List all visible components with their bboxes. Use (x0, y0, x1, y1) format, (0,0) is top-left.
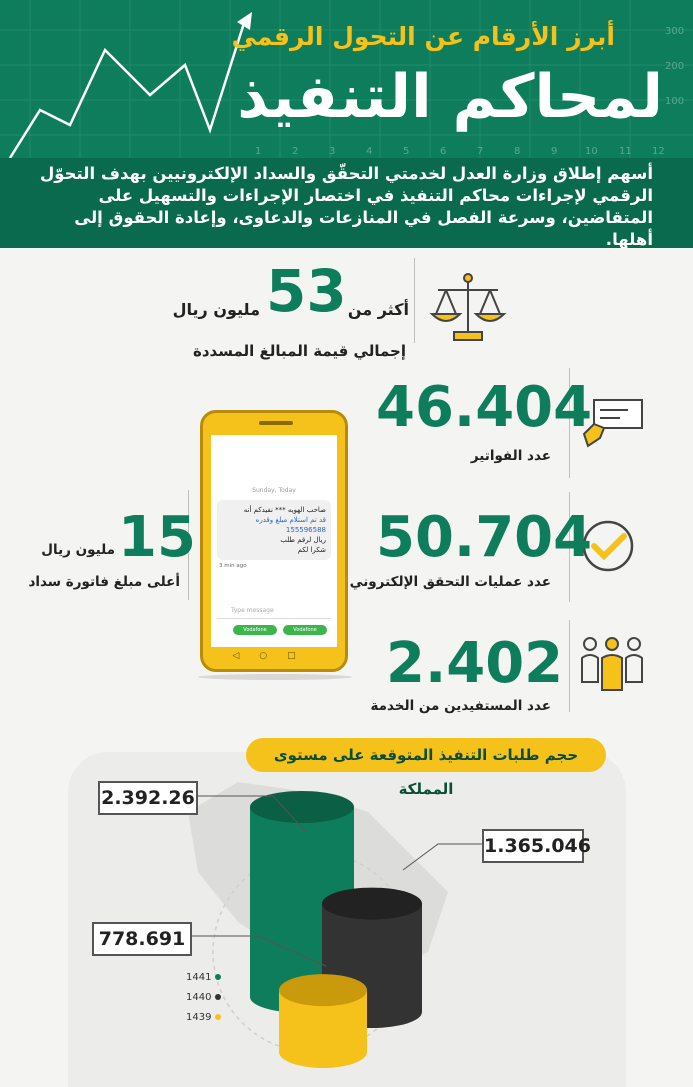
cylinder-1439 (279, 974, 367, 1068)
sms-bubble (217, 500, 331, 560)
total-label: إجمالي قيمة المبالغ المسددة (193, 342, 406, 360)
beneficiaries-value: 2.402 (386, 631, 564, 696)
value-1439: 778.691 (92, 922, 192, 956)
sim1-send-button[interactable]: Vodafone (233, 625, 277, 635)
divider (414, 258, 415, 343)
legend-item (186, 992, 221, 1003)
verifications-value: 50.704 (376, 505, 593, 570)
axis-x-tick: 12 (652, 146, 665, 157)
highest-value: 15 (118, 505, 196, 570)
beneficiaries-label: عدد المستفيدين من الخدمة (370, 698, 551, 714)
sms-date: Sunday, Today (252, 487, 296, 494)
phone-shadow (198, 674, 352, 680)
axis-y-tick: 100 (665, 96, 685, 107)
header-banner (0, 0, 693, 248)
phone-screen (211, 435, 337, 647)
axis-x-tick: 10 (585, 146, 598, 157)
phone-nav-icons: ◁○□ (232, 651, 316, 661)
legend-label: 1439 (186, 1012, 212, 1023)
phone-frame (200, 410, 348, 672)
intro-text: أسهم إطلاق وزارة العدل لخدمتي التحقّق والسداد الإلكترونيين بهدف التحوّل الرقمي لإجراءات محاكم التنفيذ في اختصار الإجراءات والتسهيل على المتقاضين، وسرعة الفصل في المنازعات والدعاوى، وإعادة الحقوق إلى أهلها. (39, 164, 653, 248)
axis-x-tick: 4 (366, 146, 373, 157)
legend-item (186, 1012, 221, 1023)
sim2-send-button[interactable]: Vodafone (283, 625, 327, 635)
message-input[interactable]: Type message (217, 607, 331, 619)
invoices-value: 46.404 (376, 375, 593, 440)
total-unit: مليون ريال (172, 300, 260, 319)
people-icon (578, 634, 646, 696)
chart-title: حجم طلبات التنفيذ المتوقعة على مستوى المملكة (246, 738, 606, 772)
axis-x-tick: 3 (329, 146, 336, 157)
sms-time: 3 min ago (219, 563, 247, 569)
axis-x-tick: 9 (551, 146, 558, 157)
scales-icon (428, 270, 508, 350)
divider (569, 620, 570, 712)
legend-dot (215, 974, 221, 980)
axis-x-tick: 6 (440, 146, 447, 157)
legend-label: 1440 (186, 992, 212, 1003)
highest-label: أعلى مبلغ فاتورة سداد (28, 574, 180, 590)
sms-line: قد تم استلام مبلغ وقدره 155596588 (255, 516, 326, 534)
value-1441: 2.392.26 (98, 781, 198, 815)
highest-unit: مليون ريال (41, 542, 115, 558)
invoices-label: عدد الفواتير (470, 448, 551, 464)
axis-x-tick: 11 (619, 146, 632, 157)
sms-line: ريال لرقم طلب (280, 536, 326, 544)
sms-line: شكرا لكم (297, 546, 326, 554)
axis-x-tick: 1 (255, 146, 262, 157)
title-subheading: أبرز الأرقام عن التحول الرقمي (231, 22, 615, 51)
legend-item (186, 972, 221, 983)
axis-x-tick: 2 (292, 146, 299, 157)
total-value: 53 (266, 257, 347, 325)
legend-label: 1441 (186, 972, 212, 983)
sms-line: صاحب الهويه *** نفيدكم أنه (243, 506, 326, 514)
axis-x-tick: 5 (403, 146, 410, 157)
phone-speaker (259, 421, 293, 425)
axis-y-tick: 200 (665, 61, 685, 72)
legend-dot (215, 1014, 221, 1020)
page-title: لمحاكم التنفيذ (237, 62, 663, 132)
axis-y-tick: 300 (665, 26, 685, 37)
verifications-label: عدد عمليات التحقق الإلكتروني (349, 574, 551, 590)
axis-x-tick: 7 (477, 146, 484, 157)
value-1440: 1.365.046 (482, 829, 584, 863)
axis-x-tick: 8 (514, 146, 521, 157)
legend-dot (215, 994, 221, 1000)
trend-line (10, 20, 245, 158)
total-prefix: أكثر من (347, 300, 409, 319)
